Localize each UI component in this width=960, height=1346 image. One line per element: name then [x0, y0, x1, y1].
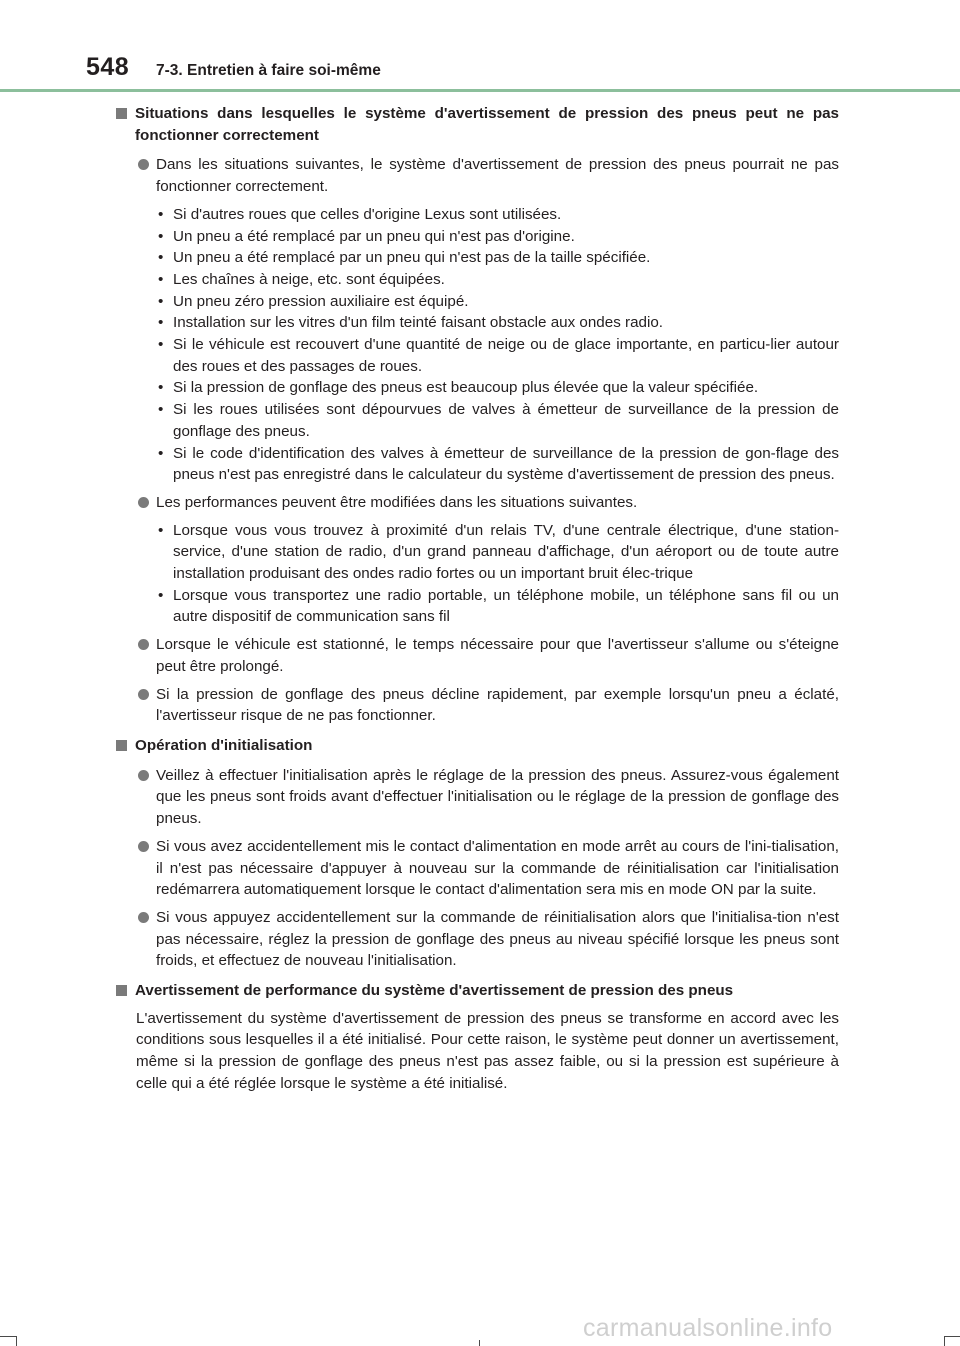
section-block [116, 103, 839, 727]
sub-list [116, 520, 839, 629]
sub-list-item: • Lorsque vous vous trouvez à proximité d'un relais TV, d'une centrale électrique, d'une station-service, d'une station de radio, d'un grand panneau d'affichage, d'un aéroport ou de toute autre installation produisant des ondes radio fortes ou un important bruit élec-trique [116, 520, 839, 585]
bullet-text: Dans les situations suivantes, le système d'avertissement de pression des pneus pourrait ne pas fonctionner correctement. [156, 156, 839, 196]
bullet-text: Les performances peuvent être modifiées dans les situations suivantes. [156, 493, 638, 511]
sub-list-item: • Installation sur les vitres d'un film teinté faisant obstacle aux ondes radio. [116, 312, 839, 334]
section-heading-text: Avertissement de performance du système d'avertissement de pression des pneus [135, 982, 734, 1000]
section-paragraph: L'avertissement du système d'avertissement de pression des pneus se transforme en accord avec les conditions sous lesquelles il a été initialisé. Pour cette raison, le système peut donner un avertissement, même si la pression de gonflage des pneus n'est pas assez faible, ou si la pression est supérieure à celle qui a été réglée lorsque le système a été initialisé. [136, 1009, 839, 1092]
bullet-item [116, 154, 839, 486]
bullet-text: Si la pression de gonflage des pneus décline rapidement, par exemple lorsqu'un pneu a éclaté, l'avertisseur risque de ne pas fonctionner. [156, 685, 839, 725]
bullet-text: Lorsque le véhicule est stationné, le temps nécessaire pour que l'avertisseur s'allume ou s'éteigne peut être prolongé. [156, 636, 839, 675]
bullet-text: Si vous appuyez accidentellement sur la commande de réinitialisation alors que l'initialisa-tion n'est pas nécessaire, réglez la pression de gonflage des pneus au niveau spécifié lorsque les pneus sont froids, et effectuez de nouveau l'initialisation. [156, 908, 839, 970]
circle-bullet-icon [138, 841, 149, 852]
square-bullet-icon [116, 108, 127, 119]
sub-list-item: • Un pneu a été remplacé par un pneu qui n'est pas d'origine. [116, 226, 839, 248]
circle-bullet-icon [138, 639, 149, 650]
square-bullet-icon [116, 740, 127, 751]
bullet-item [116, 634, 839, 677]
crop-mark [944, 1336, 945, 1346]
sub-list-item: • Si le code d'identification des valves à émetteur de surveillance de la pression de gon-flage des pneus n'est pas enregistré dans le calculateur du système d'avertissement de pression des pneus. [116, 443, 839, 486]
bullet-item [116, 492, 839, 628]
circle-bullet-icon [138, 497, 149, 508]
sub-list-item: • Si d'autres roues que celles d'origine Lexus sont utilisées. [116, 204, 839, 226]
circle-bullet-icon [138, 912, 149, 923]
square-bullet-icon [116, 985, 127, 996]
bullet-item [116, 907, 839, 972]
sub-list-item: • Si les roues utilisées sont dépourvues de valves à émetteur de surveillance de la pression de gonflage des pneus. [116, 399, 839, 442]
crop-mark [479, 1340, 480, 1346]
crop-mark [944, 1336, 960, 1337]
sub-list-item: • Un pneu zéro pression auxiliaire est équipé. [116, 291, 839, 313]
section-heading [116, 980, 839, 1002]
circle-bullet-icon [138, 770, 149, 781]
section-heading [116, 735, 839, 757]
bullet-item [116, 836, 839, 901]
crop-mark [0, 1336, 16, 1337]
header-divider [0, 89, 960, 92]
bullet-text: Si vous avez accidentellement mis le contact d'alimentation en mode arrêt au cours de l'ini-tialisation, il n'est pas nécessaire d'appuyer à nouveau sur la commande de réinitialisation car l'initialisation redémarrera automatiquement lorsque le contact d'alimentation sera mis en mode ON par la suite. [156, 837, 839, 899]
crop-mark [16, 1336, 17, 1346]
circle-bullet-icon [138, 689, 149, 700]
bullet-text: Veillez à effectuer l'initialisation après le réglage de la pression des pneus. Assurez-vous également que les pneus sont froids avant d'effectuer l'initialisation ou le réglage de la pression de gonflage des pneus. [156, 766, 839, 828]
section-block [116, 735, 839, 972]
section-heading-text: Opération d'initialisation [135, 736, 313, 754]
bullet-item [116, 765, 839, 830]
section-heading [116, 103, 839, 146]
sub-list-item: • Les chaînes à neige, etc. sont équipées. [116, 269, 839, 291]
sub-list [116, 204, 839, 486]
section-heading-text: Situations dans lesquelles le système d'avertissement de pression des pneus peut ne pas fonctionner correctement [135, 105, 839, 144]
page-number: 548 [86, 53, 130, 81]
sub-list-item: • Si la pression de gonflage des pneus est beaucoup plus élevée que la valeur spécifiée. [116, 377, 839, 399]
sub-list-item: • Un pneu a été remplacé par un pneu qui n'est pas de la taille spécifiée. [116, 247, 839, 269]
section-block [116, 980, 839, 1095]
section-title: 7-3. Entretien à faire soi-même [156, 62, 381, 79]
bullet-item [116, 684, 839, 727]
watermark: carmanualsonline.info [583, 1314, 833, 1342]
sub-list-item: • Lorsque vous transportez une radio portable, un téléphone mobile, un téléphone sans fil ou un autre dispositif de communication sans fil [116, 585, 839, 628]
page-header [0, 0, 960, 92]
page-content [116, 103, 839, 1103]
sub-list-item: • Si le véhicule est recouvert d'une quantité de neige ou de glace importante, en particu-lier autour des roues et des passages de roues. [116, 334, 839, 377]
